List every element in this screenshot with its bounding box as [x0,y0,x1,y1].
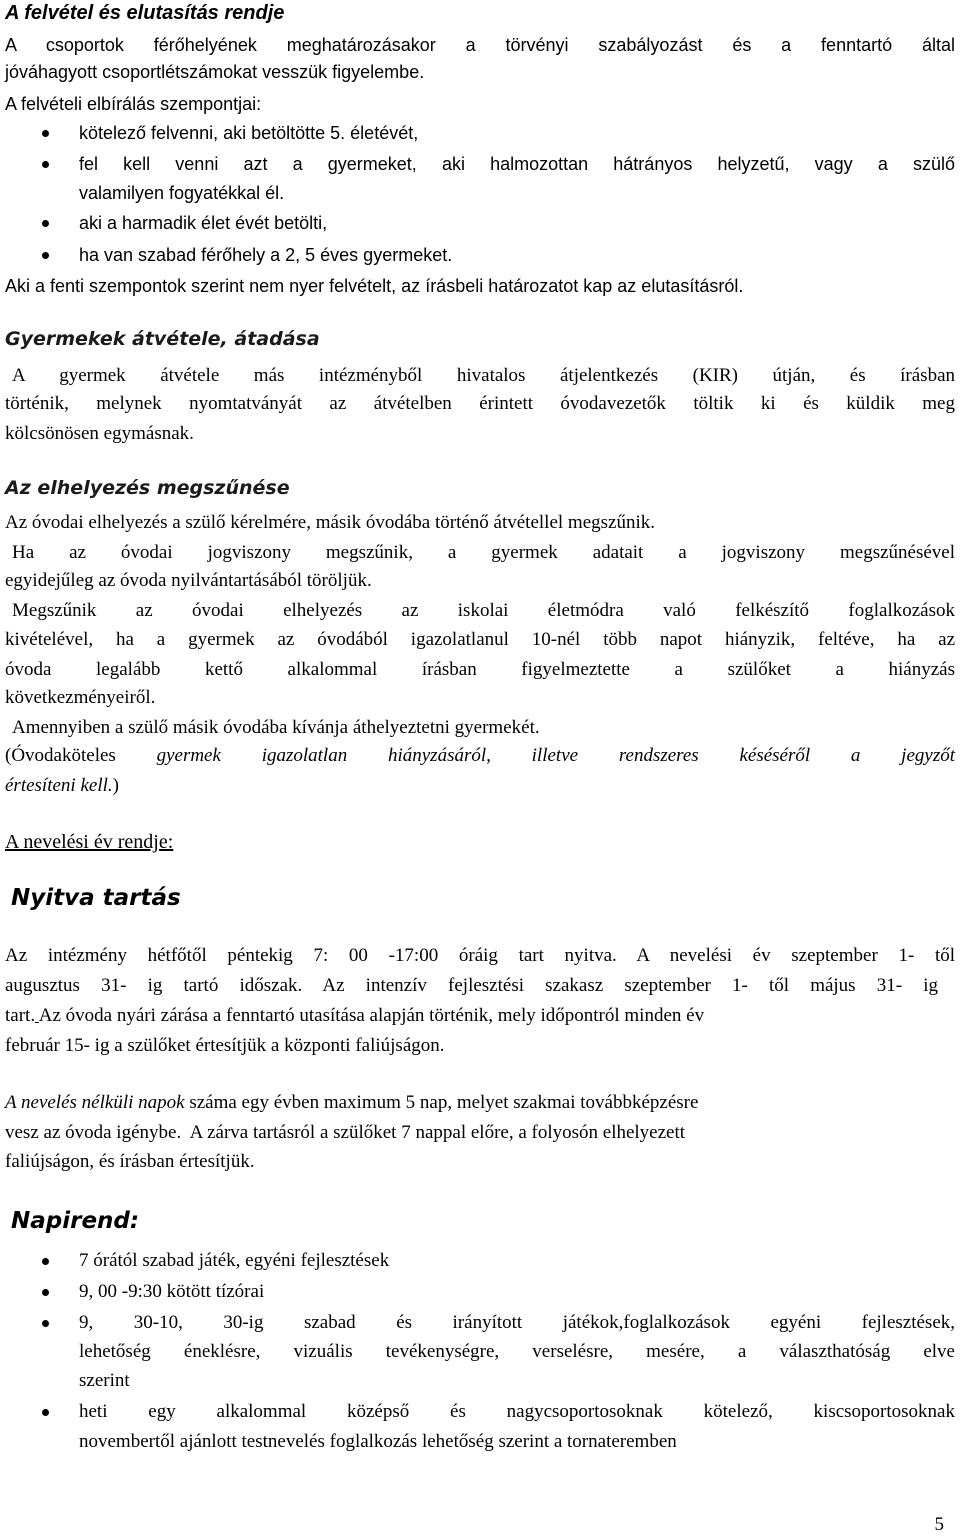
paragraph-line [5,744,955,768]
paragraph-line: történik, melynek nyomtatványát az átvételben érintett óvodavezetők töltik ki és küldik meg [5,393,955,414]
list-item: fel kell venni azt a gyermeket, aki halmozottan hátrányos helyzetű, vagy a szülő [79,154,955,174]
heading-termination: Az elhelyezés megszűnése [5,477,290,499]
paragraph-line: Aki a fenti szempontok szerint nem nyer felvételt, az írásbeli határozatot kap az elutasításról. [5,276,744,296]
paragraph-line: kölcsönösen egymásnak. [5,423,194,444]
list-item: 7 órától szabad játék, egyéni fejlesztések [79,1250,390,1271]
heading-transfer: Gyermekek átvétele, átadása [5,328,320,350]
list-item: heti egy alkalommal középső és nagycsoportosoknak kötelező, kiscsoportosoknak [79,1401,955,1422]
heading-admission: A felvétel és elutasítás rendje [5,2,285,24]
list-item: kötelező felvenni, aki betöltötte 5. életévét, [79,123,419,143]
list-item-cont: lehetőség éneklésre, vizuális tevékenységre, verselésre, mesére, a választhatóság elve [79,1341,955,1362]
heading-opening-hours: Nyitva tartás [11,885,181,911]
paragraph-line: kivételével, ha a gyermek az óvodából igazolatlanul 10-nél több napot hiányzik, feltéve, ha az [5,629,955,650]
paragraph-line: Az intézmény hétfőtől péntekig 7: 00 -17:00 óráig tart nyitva. A nevelési év szeptember 1- től [5,945,955,966]
text-run: Az óvoda nyári zárása a fenntartó utasítása alapján történik, mely időpontról minden év [38,1005,705,1026]
paragraph-line: óvoda legalább kettő alkalommal írásban figyelmeztette a szülőket a hiányzás [5,659,955,680]
list-item: aki a harmadik élet évét betölti, [79,213,328,233]
list-item-cont: valamilyen fogyatékkal él. [79,183,285,203]
text-run: ) [112,775,119,796]
paragraph-line: A felvételi elbírálás szempontjai: [5,94,262,114]
list-item-cont: szerint [79,1370,130,1391]
paragraph-line: jóváhagyott csoportlétszámokat vesszük figyelembe. [5,62,425,82]
text-run: tart. [5,1005,36,1026]
paragraph-line: következményeiről. [5,687,156,708]
paragraph-line: Megszűnik az óvodai elhelyezés az iskolai életmódra való felkészítő foglalkozások [12,600,955,621]
paragraph-line: A csoportok férőhelyének meghatározásakor a törvényi szabályozást és a fenntartó által [5,35,955,55]
page-number: 5 [934,1514,944,1535]
paragraph-line: Az óvodai elhelyezés a szülő kérelmére, másik óvodába történő átvétellel megszűnik. [5,512,655,533]
paragraph-line: vesz az óvoda igénybe. A zárva tartásról a szülőket 7 nappal előre, a folyosón elhelyezett [5,1122,686,1143]
text-run-italic: értesíteni kell. [5,775,113,796]
paragraph-line: Ha az óvodai jogviszony megszűnik, a gyermek adatait a jogviszony megszűnésével [12,542,955,563]
paragraph-line: egyidejűleg az óvoda nyilvántartásából töröljük. [5,570,372,591]
text-run-italic: gyermek igazolatlan hiányzásáról, illetve rendszeres késéséről a jegyzőt [156,745,955,766]
paragraph-line [5,774,119,798]
list-item: ha van szabad férőhely a 2, 5 éves gyermeket. [79,245,453,265]
paragraph-line: Amennyiben a szülő másik óvodába kívánja áthelyeztetni gyermekét. [12,717,540,738]
paragraph-line: faliújságon, és írásban értesítjük. [5,1151,255,1172]
text-run-italic: A nevelés nélküli napok [5,1092,185,1113]
heading-schedule: A nevelési év rendje: [5,831,174,853]
list-item: 9, 30-10, 30-ig szabad és irányított játékok,foglalkozások egyéni fejlesztések, [79,1312,955,1333]
paragraph-line: augusztus 31- ig tartó időszak. Az intenzív fejlesztési szakasz szeptember 1- től május 31- ig [5,975,938,996]
paragraph-line [5,1004,704,1028]
paragraph-line: A gyermek átvétele más intézményből hivatalos átjelentkezés (KIR) útján, és írásban [12,365,955,386]
paragraph-line: február 15- ig a szülőket értesítjük a központi faliújságon. [5,1035,445,1056]
text-run: száma egy évben maximum 5 nap, melyet szakmai továbbképzésre [184,1092,699,1113]
paragraph-line [5,1091,698,1115]
text-run: (Óvodaköteles [5,745,157,766]
heading-daily-schedule: Napirend: [11,1208,140,1234]
list-item-cont: novembertől ajánlott testnevelés foglalkozás lehetőség szerint a tornateremben [79,1431,677,1452]
list-item: 9, 00 -9:30 kötött tízórai [79,1281,265,1302]
